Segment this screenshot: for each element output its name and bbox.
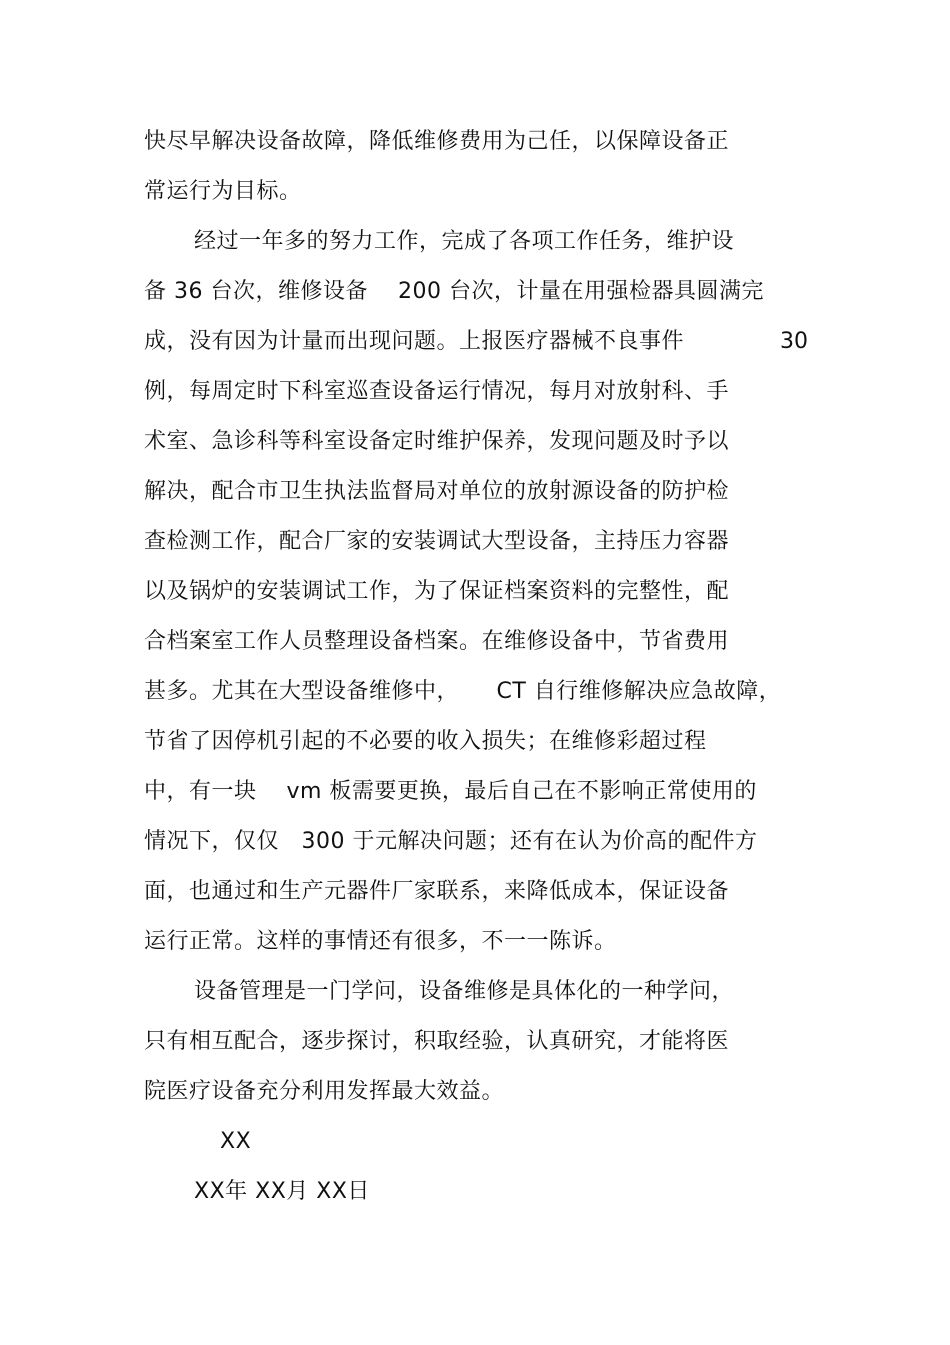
para3-line1: 设备管理是一门学问，设备维修是具体化的一种学问， bbox=[194, 979, 735, 1004]
signature-date: XX年 XX月 XX日 bbox=[194, 1179, 370, 1204]
para1-line2: 常运行为目标。 bbox=[144, 179, 302, 204]
para2-line14: 面，也通过和生产元器件厂家联系，来降低成本，保证设备 bbox=[144, 879, 730, 904]
para2-line8: 以及锅炉的安装调试工作，为了保证档案资料的完整性，配 bbox=[144, 579, 730, 604]
para2-line1: 经过一年多的努力工作，完成了各项工作任务，维护设 bbox=[194, 229, 735, 254]
para2-line15: 运行正常。这样的事情还有很多，不一一陈诉。 bbox=[144, 929, 617, 954]
para2-line9: 合档案室工作人员整理设备档案。在维修设备中，节省费用 bbox=[144, 629, 730, 654]
para2-line3-number: 30 bbox=[780, 329, 808, 354]
para2-line4: 例，每周定时下科室巡查设备运行情况，每月对放射科、手 bbox=[144, 379, 730, 404]
para1-line1: 快尽早解决设备故障，降低维修费用为己任，以保障设备正 bbox=[144, 129, 730, 154]
para2-line2: 备 36 台次，维修设备 200 台次，计量在用强检器具圆满完 bbox=[144, 279, 764, 304]
para2-line7: 查检测工作，配合厂家的安装调试大型设备，主持压力容器 bbox=[144, 529, 730, 554]
signature-name: XX bbox=[220, 1129, 252, 1154]
para3-line2: 只有相互配合，逐步探讨，积取经验，认真研究，才能将医 bbox=[144, 1029, 730, 1054]
para2-line5: 术室、急诊科等科室设备定时维护保养，发现问题及时予以 bbox=[144, 429, 730, 454]
para2-line3: 成，没有因为计量而出现问题。上报医疗器械不良事件 bbox=[144, 329, 685, 354]
para2-line6: 解决，配合市卫生执法监督局对单位的放射源设备的防护检 bbox=[144, 479, 730, 504]
para3-line3: 院医疗设备充分利用发挥最大效益。 bbox=[144, 1079, 505, 1104]
para2-line13: 情况下，仅仅 300 于元解决问题；还有在认为价高的配件方 bbox=[144, 829, 758, 854]
para2-line12: 中，有一块 vm 板需要更换，最后自己在不影响正常使用的 bbox=[144, 779, 757, 804]
para2-line10: 甚多。尤其在大型设备维修中， CT 自行维修解决应急故障， bbox=[144, 679, 782, 704]
para2-line11: 节省了因停机引起的不必要的收入损失；在维修彩超过程 bbox=[144, 729, 707, 754]
